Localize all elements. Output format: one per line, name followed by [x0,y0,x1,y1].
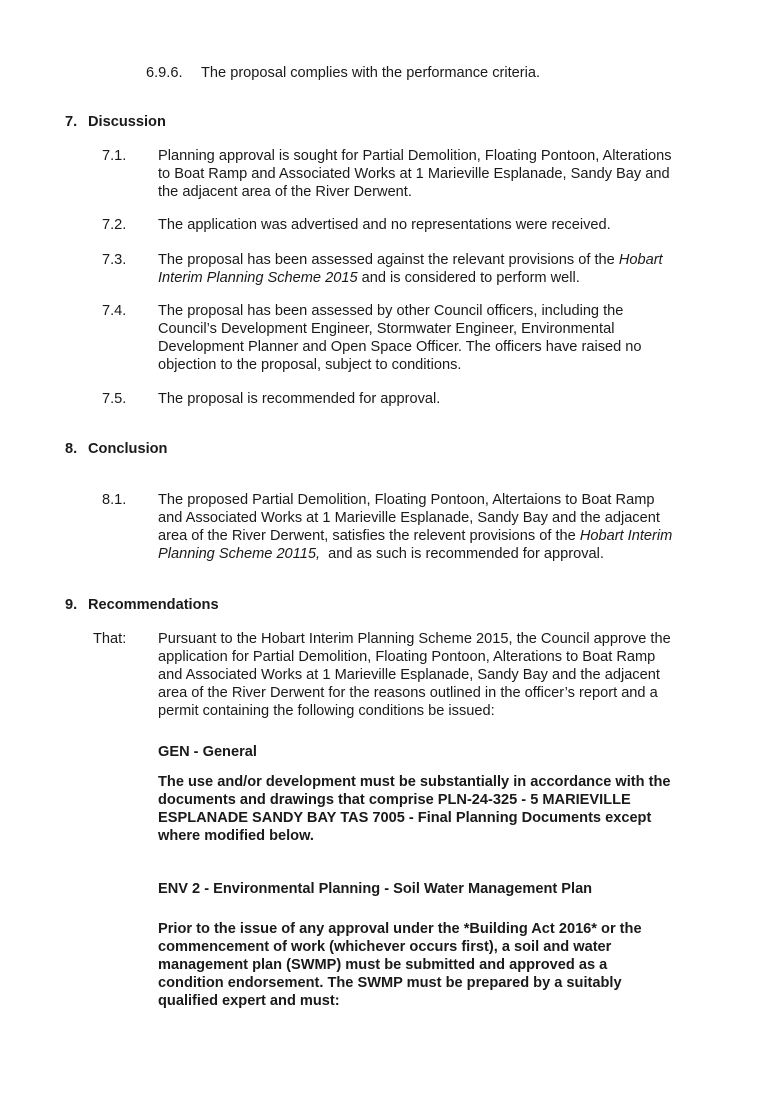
text-line: to Boat Ramp and Associated Works at 1 Marieville Esplanade, Sandy Bay and [158,166,670,182]
item-text [158,302,728,374]
text-line: The proposed Partial Demolition, Floating Pontoon, Altertaions to Boat Ramp [158,492,655,508]
text-line: commencement of work (whichever occurs first), a soil and water [158,939,612,955]
section-title: Recommendations [88,597,219,613]
text-line: The proposal is recommended for approval. [158,391,441,407]
text-line: the adjacent area of the River Derwent. [158,184,412,200]
section-heading-discussion [65,113,166,131]
text-line: objection to the proposal, subject to conditions. [158,357,462,373]
section-title: Discussion [88,114,166,130]
section-heading-recommendations [65,596,219,614]
text-line: Pursuant to the Hobart Interim Planning Scheme 2015, the Council approve the [158,631,671,647]
text-span: The proposal has been assessed against the relevant provisions of the [158,252,619,268]
item-number: 7.4. [102,303,127,319]
text-line: permit containing the following conditions be issued: [158,703,495,719]
text-line: Prior to the issue of any approval under the *Building Act 2016* or the [158,921,642,937]
scheme-name-italic: Hobart Interim [579,528,673,544]
text-line: Council’s Development Engineer, Stormwater Engineer, Environmental [158,321,615,337]
that-label: That: [93,631,127,647]
text-span: and is considered to perform well. [357,270,580,286]
condition-title-env2: ENV 2 - Environmental Planning - Soil Water Management Plan [158,881,593,897]
text-line: The proposal has been assessed by other Council officers, including the [158,303,624,319]
item-text [158,147,728,201]
section-number: 8. [65,441,78,457]
condition-body-gen [158,773,718,845]
section-number: 9. [65,597,78,613]
text-line [158,527,728,545]
item-number: 7.5. [102,391,127,407]
recommendation-text [158,630,728,720]
text-line: Development Planner and Open Space Officer. The officers have raised no [158,339,642,355]
text-line: qualified expert and must: [158,993,340,1009]
text-span: and as such is recommended for approval. [320,546,604,562]
item-number: 7.3. [102,252,127,268]
item-number: 6.9.6. [146,65,183,81]
item-number: 7.1. [102,148,127,164]
text-span: area of the River Derwent, satisfies the relevent provisions of the [158,528,580,544]
text-line: ESPLANADE SANDY BAY TAS 7005 - Final Planning Documents except [158,810,652,826]
text-line: where modified below. [158,828,314,844]
condition-body-env2 [158,920,718,1010]
section-title: Conclusion [88,441,168,457]
text-line [158,251,728,269]
text-line: Planning approval is sought for Partial Demolition, Floating Pontoon, Alterations [158,148,672,164]
item-text: The proposal complies with the performance criteria. [201,65,541,81]
text-line [158,269,728,287]
text-line: condition endorsement. The SWMP must be prepared by a suitably [158,975,622,991]
text-line: and Associated Works at 1 Marieville Esplanade, Sandy Bay and the adjacent [158,510,660,526]
item-text [158,216,728,234]
item-number: 8.1. [102,492,127,508]
item-text [158,491,728,563]
item-text [158,390,728,408]
text-line: area of the River Derwent for the reasons outlined in the officer’s report and a [158,685,658,701]
text-line: The application was advertised and no representations were received. [158,217,611,233]
condition-title-gen: GEN - General [158,744,257,760]
section-heading-conclusion [65,440,167,458]
item-text [158,251,728,287]
text-line: The use and/or development must be substantially in accordance with the [158,774,671,790]
section-number: 7. [65,114,78,130]
text-line: documents and drawings that comprise PLN-24-325 - 5 MARIEVILLE [158,792,631,808]
text-line [158,545,728,563]
scheme-name-italic: Planning Scheme 20115, [158,546,320,562]
text-line: management plan (SWMP) must be submitted and approved as a [158,957,608,973]
scheme-name-italic: Interim Planning Scheme 2015 [158,270,358,286]
list-item-6-9-6 [146,64,726,82]
text-line: application for Partial Demolition, Floating Pontoon, Alterations to Boat Ramp [158,649,656,665]
scheme-name-italic: Hobart [618,252,663,268]
item-number: 7.2. [102,217,127,233]
text-line: and Associated Works at 1 Marieville Esplanade, Sandy Bay and the adjacent [158,667,660,683]
